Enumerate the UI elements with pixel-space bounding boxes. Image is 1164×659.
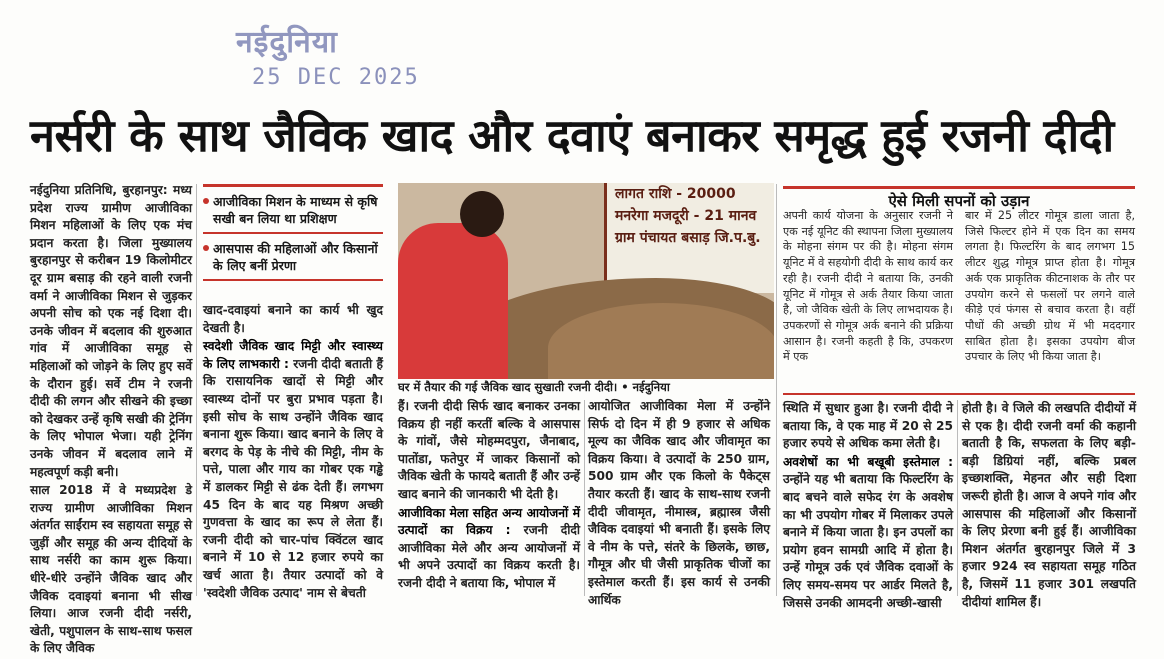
highlights-box <box>203 184 383 281</box>
subheading-residue-use: अवशेषों का भी बखूबी इस्तेमाल : <box>783 454 953 469</box>
column-2-para-1: खाद-दवाइयां बनाने का कार्य भी खुद देखती है। <box>203 303 383 335</box>
sign-line: मनरेगा मजदूरी - 21 मानव <box>615 208 757 224</box>
article-photo <box>398 183 774 379</box>
column-4-para-1: आयोजित आजीविका मेला में उन्होंने सिर्फ दो दिन में ही 9 हजार से अधिक मूल्य का जैविक खाद और जीवामृत का विक्रय किया। वे उत्पादों के 250 ग्राम, 500 ग्राम और एक किलो के पैकेट्स तैयार करती हैं। खाद के साथ-साथ रजनी दीदी जीवामृत, नीमास्त्र, ब्रह्मास्त्र जैसी जैविक दवाइयां भी बनाती हैं। इसके लिए वे नीम के पत्ते, संतरे के छिलके, छाछ, गौमूत्र और घी जैसी प्राकृतिक चीजों का इस्तेमाल करती हैं। इस कार्य से उनकी आर्थिक <box>588 399 770 607</box>
photo-signboard <box>604 183 774 293</box>
column-5-para-2: उन्होंने यह भी बताया कि फिल्टरिंग के बाद बचने वाले सफेद रंग के अवशेष का भी उपयोग गोबर में मिलाकर उपले बनाने में किया जाता है। इन उपलों का प्रयोग हवन सामग्री आदि में होता है। उन्हें गोमूत्र उर्क एवं जैविक दवाओं के लिए समय-समय पर आर्डर मिलते है, जिससे उनकी आमदनी अच्छी-खासी <box>783 472 953 610</box>
article-column-4 <box>588 398 770 610</box>
article-column-3 <box>398 398 580 594</box>
dateline: नईदुनिया प्रतिनिधि, बुरहानपुर: <box>30 183 168 197</box>
sidebar-box <box>783 208 1135 395</box>
sidebar-box-right-text: बार में 25 लीटर गोमूत्र डाला जाता है, जिसे फिल्टर होने में एक दिन का समय लगता है। फिल्टरिंग के बाद लगभग 15 लीटर शुद्ध गोमूत्र प्राप्त होता है। गोमूत्र अर्क एक प्राकृतिक कीटनाशक के तौर पर उपयोग करने से फसलों पर लगने वाले कीड़े एवं फंगस से बचाव करता है। वहीं पौधों की अच्छी ग्रोथ में भी मददगार साबित होता है। इसका उपयोग बीज उपचार के लिए भी किया जाता है। <box>965 209 1135 364</box>
column-3-para-2: रजनी दीदी आजीविका मेले और अन्य आयोजनों में भी अपने उत्पादों का विक्रय करती है। रजनी दीदी ने बताया कि, भोपाल में <box>398 523 581 590</box>
article-column-1 <box>30 182 192 659</box>
column-2-para-2: रजनी दीदी बताती हैं कि रासायनिक खादों से मिट्टी और स्वास्थ्य दोनों पर बुरा प्रभाव पड़ता है। इसी सोच के साथ उन्होंने जैविक खाद बनाना शुरू किया। खाद बनाने के लिए वे बरगद के पेड़ के नीचे की मिट्टी, नीम के पत्ते, पाला और गाय का गोबर एक गड्ढे में डालकर मिट्टी से ढंक देती हैं। लगभग 45 दिन के बाद यह मिश्रण अच्छी गुणवत्ता के खाद का रूप ले लेता हैं। रजनी दीदी को चार-पांच क्विंटल खाद बनाने में 10 से 12 हजार रुपये का खर्च आता है। तैयार उत्पादों को वे 'स्वदेशी जैविक उत्पाद' नाम से बेचती <box>203 356 383 600</box>
subheading-organic-manure: स्वदेशी जैविक खाद मिट्टी और स्वास्थ्य के लिए लाभकारी : <box>203 339 383 371</box>
date-stamp: 25 DEC 2025 <box>252 65 420 90</box>
woman-head <box>460 191 504 237</box>
subheading-fair-sales: आजीविका मेला सहित अन्य आयोजनों में उत्पादों का विक्रय : <box>398 505 580 538</box>
column-6-para-1: होती है। वे जिले की लखपति दीदीयों में से एक है। दीदी रजनी वर्मा की कहानी बताती है कि, सफलता के लिए बड़ी-बड़ी डिग्रियां नहीं, बल्कि प्रबल इच्छाशक्ति, मेहनत और सही दिशा जरूरी होती है। आज वे अपने गांव और आसपास की महिलाओं और किसानों के लिए प्रेरणा बनी हुई हैं। आजीविका मिशन अंतर्गत बुरहानपुर जिले में 3 हजार 924 स्व सहायता समूह गठित है, जिसमें 11 हजार 301 लखपति दीदीयां शामिल हैं। <box>962 401 1136 609</box>
column-3-para-1: हैं। रजनी दीदी सिर्फ खाद बनाकर उनका विक्रय ही नहीं करतीं बल्कि वे आसपास के गांवों, जैसे मोहम्मदपुरा, जैनाबाद, पातोंडा, फतेपुर में जाकर किसानों को जैविक खेती के फायदे बताती हैं और उन्हें खाद बनाने की जानकारी भी देती है। <box>398 399 580 501</box>
column-divider <box>584 400 585 596</box>
highlight-item-2: आसपास की महिलाओं और किसानों के लिए बनीं प्रेरणा <box>203 234 383 281</box>
sign-line: ग्राम पंचायत बसाड़ जि.प.बु. <box>615 230 761 246</box>
article-column-2 <box>203 302 383 603</box>
sidebar-box-title: ऐसे मिली सपनों को उड़ान <box>783 186 1135 211</box>
article-column-5 <box>783 400 953 613</box>
photo-caption: घर में तैयार की गई जैविक खाद सुखाती रजनी दीदी। • नईदुनिया <box>398 380 670 394</box>
column-1-para-2: साल 2018 में वे मध्यप्रदेश डे राज्य ग्रामीण आजीविका मिशन अंतर्गत साईंराम स्व सहायता समूह से जुड़ीं और समूह की अन्य दीदियों के साथ नर्सरी का काम शुरू किया। धीरे-धीरे उन्होंने जैविक खाद और जैविक दवाइयां बनाना भी सीख लिया। आज रजनी दीदी नर्सरी, खेती, पशुपालन के साथ-साथ फसल के लिए जैविक <box>30 483 192 656</box>
column-5-para-1: स्थिति में सुधार हुआ है। रजनी दीदी ने बताया कि, वे एक माह में 20 से 25 हजार रुपये से अधिक कमा लेती है। <box>783 401 953 451</box>
sign-line: लागत राशि - 20000 <box>615 186 736 202</box>
column-divider <box>776 184 777 596</box>
column-divider <box>957 400 958 596</box>
masthead-stamp: नईदुनिया <box>236 25 338 60</box>
woman-in-red-saree <box>398 223 508 379</box>
sidebar-box-left-text: अपनी कार्य योजना के अनुसार रजनी ने एक नई यूनिट की स्थापना जिला मुख्यालय के मोहना संगम पर की है। मोहना संगम यूनिट में वे सहयोगी दीदी के साथ कार्य कर रही है। रजनी दीदी ने बताया कि, उनकी यूनिट में गोमूत्र से अर्क तैयार किया जाता है, जो जैविक खेती के लिए लाभदायक है। उपकरणों से गोमूत्र अर्क बनाने की प्रक्रिया आसान है। रजनी कहती है कि, उपकरण में एक <box>783 209 953 364</box>
headline: नर्सरी के साथ जैविक खाद और दवाएं बनाकर समृद्ध हुई रजनी दीदी <box>30 109 1114 162</box>
article-column-6 <box>962 400 1136 612</box>
column-divider <box>196 184 197 596</box>
highlight-item-1: आजीविका मिशन के माध्यम से कृषि सखी बन लिया था प्रशिक्षण <box>203 187 383 234</box>
column-1-para-1: मध्य प्रदेश राज्य ग्रामीण आजीविका मिशन महिलाओं के लिए एक मंच प्रदान करता है। जिला मुख्यालय बुरहानपुर से करीबन 19 किलोमीटर दूर ग्राम बसाड़ की रहने वाली रजनी वर्मा ने आजीविका मिशन से जुड़कर अपनी सोच को एक नई दिशा दी। उनके जीवन में बदलाव की शुरुआत गांव में आजीविका समूह से महिलाओं को जोड़ने के लिए हुए सर्वे के दौरान हुई। सर्वे टीम ने रजनी दीदी की लगन और सीखने की इच्छा को देखकर उन्हें कृषि सखी की ट्रेनिंग के लिए भोपाल भेजा। यही ट्रेनिंग उनके जीवन में बदलाव लाने में महत्वपूर्ण कड़ी बनी। <box>30 183 192 479</box>
